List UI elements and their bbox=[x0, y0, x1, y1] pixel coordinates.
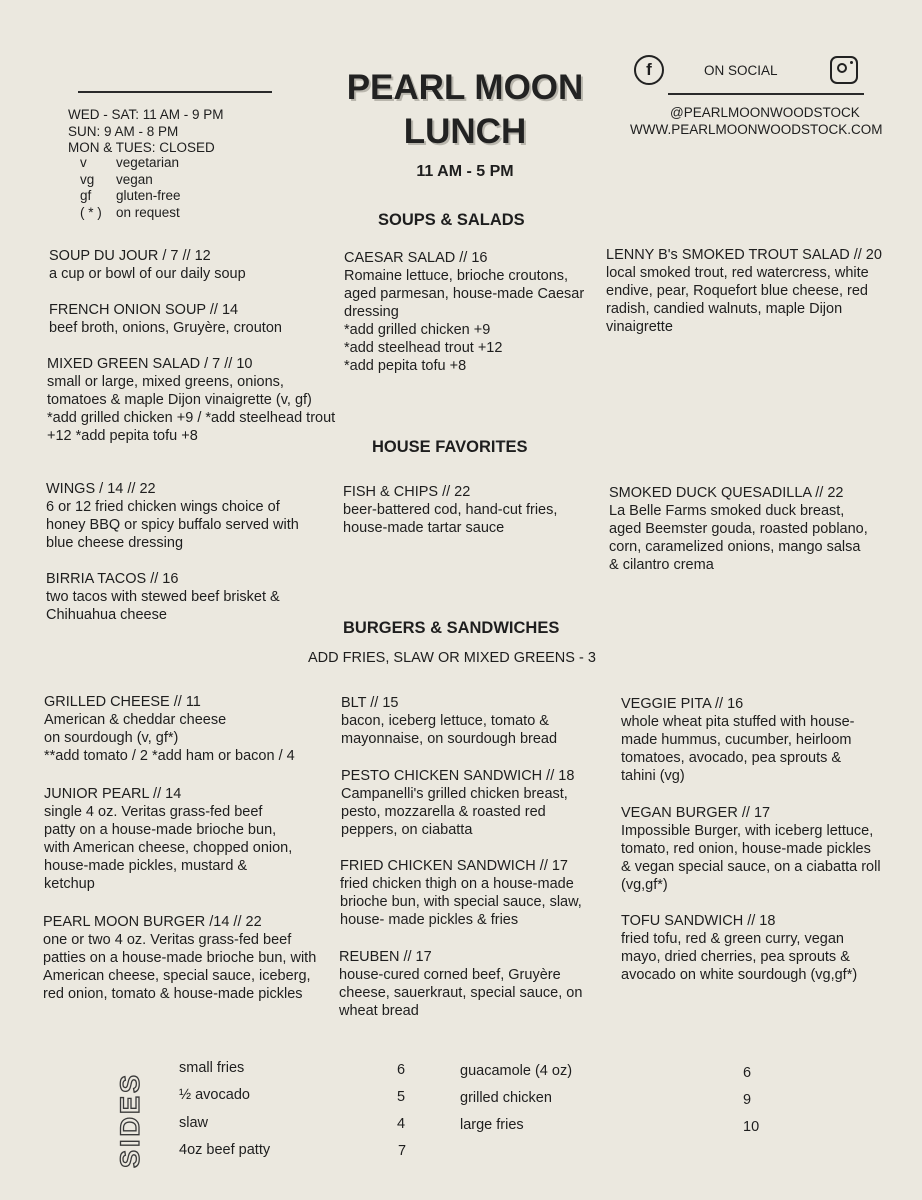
item-name: VEGAN BURGER // 17 bbox=[621, 805, 771, 821]
item-addons: *add grilled chicken +9 / *add steelhead trout +12 *add pepita tofu +8 bbox=[47, 410, 336, 444]
item-name: PESTO CHICKEN SANDWICH // 18 bbox=[341, 768, 575, 784]
menu-item bbox=[46, 480, 316, 552]
social-icons bbox=[634, 55, 900, 85]
item-desc: Romaine lettuce, brioche croutons, aged parmesan, house-made Caesar dressing bbox=[344, 268, 585, 320]
menu-item bbox=[339, 948, 584, 1020]
menu-item bbox=[340, 857, 595, 929]
item-name: FISH & CHIPS // 22 bbox=[343, 484, 471, 500]
side-price: 7 bbox=[398, 1143, 407, 1159]
item-desc: La Belle Farms smoked duck breast, aged Beemster gouda, roasted poblano, corn, caramelized onions, mango salsa & cilantro crema bbox=[609, 503, 868, 573]
menu-item bbox=[44, 693, 329, 765]
menu-item bbox=[621, 804, 883, 894]
item-desc: one or two 4 oz. Veritas grass-fed beef patties on a house-made brioche bun, with American cheese, special sauce, iceberg, red onion, tomato & house-made pickles bbox=[43, 932, 317, 1002]
side-price: 10 bbox=[743, 1119, 760, 1135]
legend-abbr: vg bbox=[80, 171, 95, 187]
item-desc: two tacos with stewed beef brisket & Chihuahua cheese bbox=[46, 589, 280, 623]
item-desc: fried tofu, red & green curry, vegan mayo, dried cherries, pea sprouts & avocado on white sourdough (vg,gf*) bbox=[621, 931, 858, 983]
side-price: 9 bbox=[743, 1092, 752, 1108]
side-name: guacamole (4 oz) bbox=[460, 1063, 573, 1079]
hours-line: WED - SAT: 11 AM - 9 PM bbox=[68, 107, 224, 122]
item-desc: single 4 oz. Veritas grass-fed beef patty on a house-made brioche bun, with American cheese, chopped onion, house-made pickles, mustard & ketchup bbox=[44, 804, 293, 892]
top-left-rule bbox=[78, 91, 272, 93]
section-house-favorites: HOUSE FAVORITES bbox=[372, 438, 528, 456]
item-desc: beef broth, onions, Gruyère, crouton bbox=[49, 320, 282, 336]
section-burgers-sandwiches: BURGERS & SANDWICHES bbox=[343, 619, 560, 637]
item-addon: *add steelhead trout +12 bbox=[344, 340, 503, 356]
item-desc: bacon, iceberg lettuce, tomato & mayonnaise, on sourdough bread bbox=[341, 713, 558, 747]
item-name: LENNY B's SMOKED TROUT SALAD // 20 bbox=[606, 247, 882, 263]
item-addon: *add grilled chicken +9 bbox=[344, 322, 491, 338]
section-soups-salads: SOUPS & SALADS bbox=[378, 211, 525, 229]
legend-meaning: on request bbox=[116, 204, 180, 220]
item-name: FRIED CHICKEN SANDWICH // 17 bbox=[340, 858, 568, 874]
menu-item bbox=[609, 484, 874, 574]
hours-line: MON & TUES: CLOSED bbox=[68, 140, 215, 155]
item-name: FRENCH ONION SOUP // 14 bbox=[49, 302, 239, 318]
item-desc: a cup or bowl of our daily soup bbox=[49, 266, 246, 282]
item-name: CAESAR SALAD // 16 bbox=[344, 250, 488, 266]
side-name: large fries bbox=[460, 1117, 524, 1133]
legend-abbr: gf bbox=[80, 188, 92, 203]
item-desc: beer-battered cod, hand-cut fries, house-made tartar sauce bbox=[343, 502, 558, 536]
item-desc: Campanelli's grilled chicken breast, pesto, mozzarella & roasted red peppers, on ciabatta bbox=[341, 786, 568, 838]
item-desc: house-cured corned beef, Gruyère cheese, sauerkraut, special sauce, on wheat bread bbox=[339, 967, 583, 1019]
social-handle: @PEARLMOONWOODSTOCK bbox=[670, 105, 860, 120]
menu-item bbox=[43, 913, 318, 1003]
menu-item bbox=[606, 246, 906, 336]
menu-item bbox=[341, 694, 581, 748]
instagram-icon bbox=[830, 56, 858, 84]
legend-abbr: ( * ) bbox=[80, 204, 102, 220]
side-name: slaw bbox=[179, 1115, 209, 1131]
item-name: TOFU SANDWICH // 18 bbox=[621, 913, 776, 929]
website: WWW.PEARLMOONWOODSTOCK.COM bbox=[630, 121, 883, 137]
item-name: JUNIOR PEARL // 14 bbox=[44, 786, 182, 802]
item-desc: American & cheddar cheese on sourdough (v, gf*) bbox=[44, 712, 227, 746]
top-right-rule bbox=[668, 93, 864, 95]
item-desc: small or large, mixed greens, onions, tomatoes & maple Dijon vinaigrette (v, gf) bbox=[47, 374, 312, 408]
legend-abbr: v bbox=[80, 155, 87, 170]
menu-item bbox=[49, 247, 329, 283]
item-name: REUBEN // 17 bbox=[339, 949, 432, 965]
legend-row bbox=[80, 205, 181, 222]
legend-meaning: vegan bbox=[116, 171, 153, 187]
item-name: MIXED GREEN SALAD / 7 // 10 bbox=[47, 356, 253, 372]
legend-meaning: vegetarian bbox=[116, 155, 180, 170]
menu-item bbox=[343, 483, 583, 537]
item-desc: whole wheat pita stuffed with house-made hummus, cucumber, heirloom tomatoes, avocado, pea sprouts & tahini (vg) bbox=[621, 714, 855, 784]
legend-row bbox=[80, 155, 181, 172]
item-addon: *add pepita tofu +8 bbox=[344, 358, 467, 374]
menu-item bbox=[621, 695, 866, 785]
social-handles bbox=[630, 105, 883, 138]
item-desc: local smoked trout, red watercress, white endive, pear, Roquefort blue cheese, red radish, candied walnuts, maple Dijon vinaigrette bbox=[606, 265, 869, 335]
menu-title-line2: LUNCH bbox=[403, 112, 527, 151]
item-name: PEARL MOON BURGER /14 // 22 bbox=[43, 914, 262, 930]
diet-legend bbox=[80, 155, 181, 221]
item-name: BIRRIA TACOS // 16 bbox=[46, 571, 179, 587]
on-social-label: ON SOCIAL bbox=[704, 62, 778, 78]
side-price: 6 bbox=[743, 1065, 752, 1081]
side-price: 5 bbox=[397, 1089, 406, 1105]
side-name: grilled chicken bbox=[460, 1090, 552, 1106]
menu-title bbox=[330, 66, 600, 154]
burgers-note: ADD FRIES, SLAW OR MIXED GREENS - 3 bbox=[308, 650, 596, 666]
social-block bbox=[630, 55, 900, 85]
legend-row bbox=[80, 172, 181, 189]
item-name: VEGGIE PITA // 16 bbox=[621, 696, 744, 712]
legend-meaning: gluten-free bbox=[116, 188, 181, 203]
hours-line: SUN: 9 AM - 8 PM bbox=[68, 123, 179, 139]
menu-item bbox=[47, 355, 339, 445]
menu-title-line1: PEARL MOON bbox=[346, 68, 584, 107]
item-addons: **add tomato / 2 *add ham or bacon / 4 bbox=[44, 748, 295, 764]
item-name: BLT // 15 bbox=[341, 695, 399, 711]
item-name: GRILLED CHEESE // 11 bbox=[44, 694, 201, 710]
item-desc: fried chicken thigh on a house-made brioche bun, with special sauce, slaw, house- made pickles & fries bbox=[340, 876, 582, 928]
item-desc: Impossible Burger, with iceberg lettuce, tomato, red onion, house-made pickles & vegan special sauce, on a ciabatta roll (vg,gf*) bbox=[621, 823, 881, 893]
side-price: 4 bbox=[397, 1116, 406, 1132]
lunch-hours: 11 AM - 5 PM bbox=[416, 163, 514, 180]
side-name: 4oz beef patty bbox=[179, 1142, 271, 1158]
menu-item bbox=[49, 301, 329, 337]
item-name: WINGS / 14 // 22 bbox=[46, 481, 156, 497]
menu-item bbox=[46, 570, 296, 624]
side-name: ½ avocado bbox=[179, 1087, 250, 1103]
opening-hours bbox=[68, 107, 224, 157]
facebook-icon: f bbox=[634, 55, 664, 85]
item-name: SOUP DU JOUR / 7 // 12 bbox=[49, 248, 211, 264]
side-name: small fries bbox=[179, 1060, 245, 1076]
sides-label: SIDES bbox=[115, 1071, 145, 1168]
legend-row bbox=[80, 188, 181, 205]
item-desc: 6 or 12 fried chicken wings choice of honey BBQ or spicy buffalo served with blue cheese dressing bbox=[46, 499, 299, 551]
menu-item bbox=[621, 912, 883, 984]
menu-item bbox=[44, 785, 294, 893]
menu-item bbox=[344, 249, 594, 375]
side-price: 6 bbox=[397, 1062, 406, 1078]
item-name: SMOKED DUCK QUESADILLA // 22 bbox=[609, 485, 844, 501]
menu-item bbox=[341, 767, 591, 839]
